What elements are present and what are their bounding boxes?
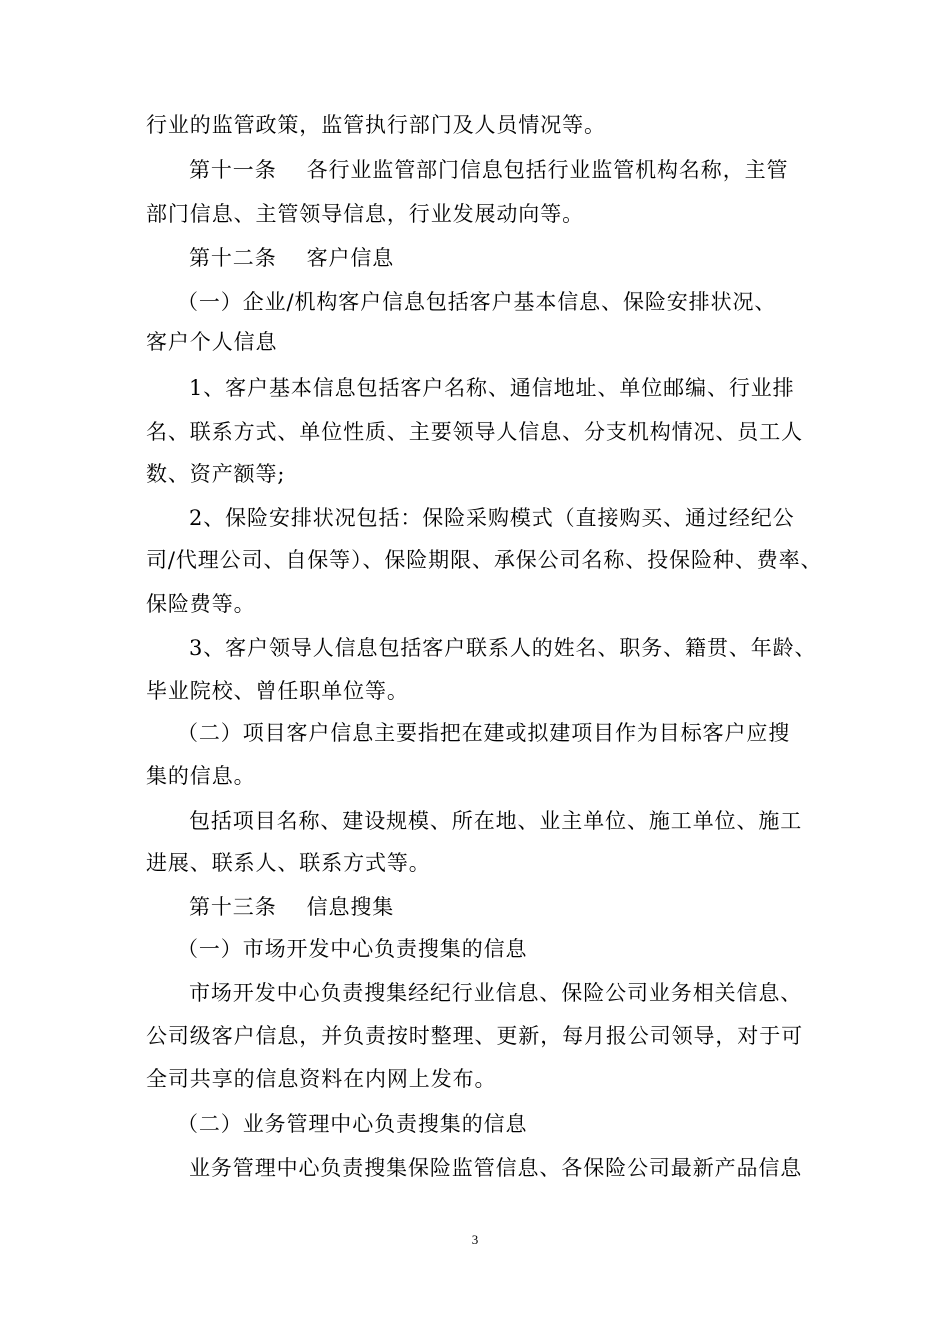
- article-11-text: 各行业监管部门信息包括行业监管机构名称，主管: [306, 158, 789, 182]
- body-text-line: [0, 1021, 950, 1051]
- body-text-line: [0, 199, 950, 229]
- item-3-line: [0, 633, 950, 663]
- body-text-line: [0, 1064, 950, 1094]
- body-text-line: [0, 589, 950, 619]
- body-text-line: [0, 417, 950, 447]
- text-span: （一）企业/机构客户信息包括客户基本信息、保险安排状况、: [177, 290, 777, 314]
- section-heading: [0, 1109, 950, 1139]
- text-span: 行业的监管政策，监管执行部门及人员情况等。: [146, 113, 606, 137]
- page-number: 3: [471, 1232, 479, 1247]
- body-text-line: [0, 1153, 950, 1183]
- item-1-line: [0, 373, 950, 403]
- text-span: 保险费等。: [146, 592, 256, 616]
- text-span: 数、资产额等;: [146, 462, 286, 486]
- section-2-line: [0, 718, 950, 748]
- text-span: 集的信息。: [146, 764, 256, 788]
- article-13-heading: 第十三条: [189, 895, 277, 919]
- body-text-line: [0, 978, 950, 1008]
- section-1-heading: [0, 287, 950, 317]
- text-span: 包括项目名称、建设规模、所在地、业主单位、施工单位、施工: [189, 809, 803, 833]
- body-text-line: [0, 848, 950, 878]
- text-span: 全司共享的信息资料在内网上发布。: [146, 1067, 497, 1091]
- text-span: （二）业务管理中心负责搜集的信息: [177, 1112, 528, 1136]
- text-span: 司/代理公司、自保等）、保险期限、承保公司名称、投保险种、费率、: [146, 548, 823, 572]
- article-12-line: [0, 243, 950, 273]
- section-heading: [0, 934, 950, 964]
- text-span: 毕业院校、曾任职单位等。: [146, 679, 409, 703]
- article-11-heading: 第十一条: [189, 158, 277, 182]
- text-span: 进展、联系人、联系方式等。: [146, 851, 431, 875]
- text-span: 公司级客户信息，并负责按时整理、更新，每月报公司领导，对于可: [146, 1024, 803, 1048]
- body-text-line: [0, 459, 950, 489]
- article-13-line: [0, 892, 950, 922]
- body-text-line: [0, 676, 950, 706]
- text-span: 客户个人信息: [146, 330, 278, 354]
- body-text-line: [0, 806, 950, 836]
- text-span: 名、联系方式、单位性质、主要领导人信息、分支机构情况、员工人: [146, 420, 803, 444]
- article-12-title: 客户信息: [306, 246, 395, 270]
- text-span: 2、保险安排状况包括：保险采购模式（直接购买、通过经纪公: [189, 506, 795, 530]
- article-13-title: 信息搜集: [306, 895, 395, 919]
- body-text-line: [0, 110, 950, 140]
- article-11-line: [0, 155, 950, 185]
- text-span: 部门信息、主管领导信息，行业发展动向等。: [146, 202, 584, 226]
- text-span: （一）市场开发中心负责搜集的信息: [177, 937, 528, 961]
- text-span: （二）项目客户信息主要指把在建或拟建项目作为目标客户应搜: [177, 721, 791, 745]
- text-span: 业务管理中心负责搜集保险监管信息、各保险公司最新产品信息: [189, 1156, 803, 1180]
- article-12-heading: 第十二条: [189, 246, 277, 270]
- body-text-line: [0, 761, 950, 791]
- text-span: 3、客户领导人信息包括客户联系人的姓名、职务、籍贯、年龄、: [189, 636, 817, 660]
- body-text-line: [0, 327, 950, 357]
- item-2-line: [0, 503, 950, 533]
- text-span: 市场开发中心负责搜集经纪行业信息、保险公司业务相关信息、: [189, 981, 803, 1005]
- body-text-line: [0, 545, 950, 575]
- text-span: 1、客户基本信息包括客户名称、通信地址、单位邮编、行业排: [189, 376, 795, 400]
